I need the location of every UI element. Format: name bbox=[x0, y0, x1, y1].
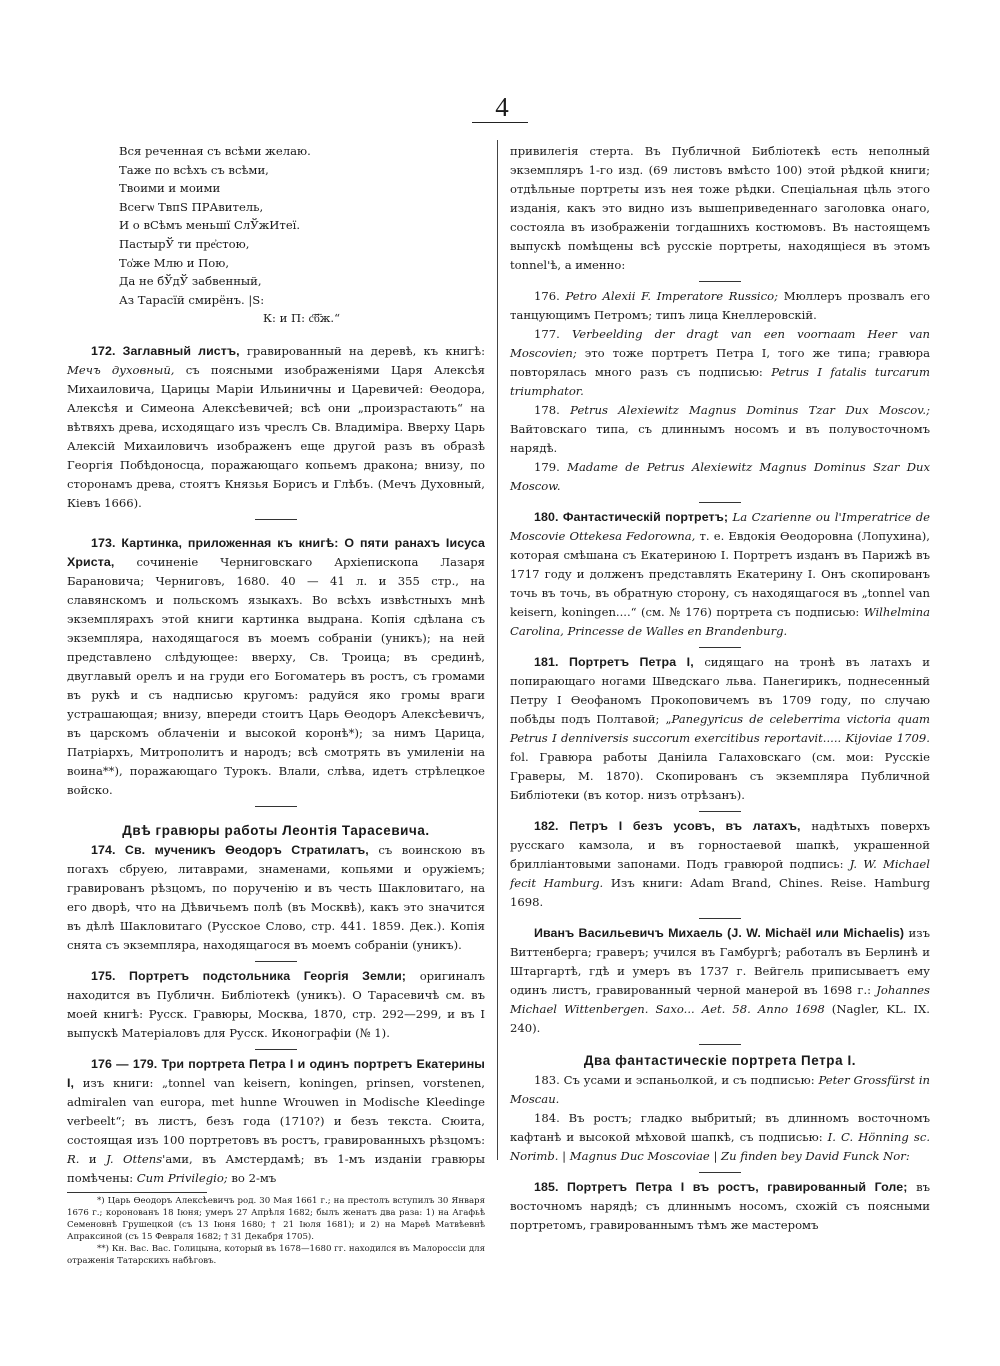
entry-title: 175. Портретъ подстольника Георгія Земли; bbox=[91, 968, 407, 983]
entry-172: 172. Заглавный листъ, гравированный на деревѣ, къ книгѣ: Мечъ духовный, съ поясными изображеніями Царя Алексѣя Михаиловича, Царицы Маріи Ильиничны и Царевичей: Ѳеодора, Алексѣя и Симеона Алексѣевичей; всѣ они „произрастають“ на вѣтвяхъ древа, исходящаго изъ чреслъ Св. Владиміра. Вверху Царь Алексій Михаиловичъ изображенъ еще другой разъ въ образѣ Георгія Побѣдоносца, поражающаго копьемъ дракона; внизу, по сторонамъ древа, стоятъ Князья Борисъ и Глѣбъ. (Мечъ Духовный, Кіевъ 1666). bbox=[67, 343, 486, 510]
section-rule bbox=[699, 281, 741, 282]
entry-184: 184. Въ ростъ; гладко выбритый; въ длинномъ восточномъ кафтанѣ и высокой мѣховой шапкѣ, съ подписью: I. C. Hönning sc. Norimb. | Magnus Duc Moscoviae | Zu finden bey David Funck Nor: bbox=[510, 1111, 931, 1163]
entry-177: 177. Verbeelding der dragt van een voornaam Heer van Moscovien; это тоже портретъ Петра I, того же типа; гравюра повторялась много разъ съ подписью: Petrus I fatalis turcarum triumphator. bbox=[510, 327, 930, 398]
section-heading: Два фантастическіе портрета Петра I. bbox=[583, 1053, 857, 1068]
left-column bbox=[67, 142, 485, 1267]
section-rule bbox=[699, 1172, 741, 1173]
entry-179: 179. Madame de Petrus Alexiewitz Magnus Dominus Szar Dux Moscow. bbox=[510, 460, 930, 493]
entry-title: 185. Портретъ Петра I въ ростъ, гравированный Голе; bbox=[534, 1180, 908, 1194]
section-rule bbox=[255, 961, 297, 962]
entry-175: 175. Портретъ подстольника Георгія Земли; оригиналъ находится въ Публичн. Библіотекѣ (уникъ). О Тарасевичѣ см. въ моей книгѣ: Русск. Гравюры, Москва, 1870, стр. 292—299, и въ I выпускѣ Матеріаловъ для Русск. Иконографіи (№ 1). bbox=[67, 968, 486, 1040]
section-rule bbox=[255, 806, 297, 807]
section-rule bbox=[255, 1049, 297, 1050]
entry-182: 182. Петръ I безъ усовъ, въ латахъ, надѣтыхъ поверхъ русскаго камзола, и въ горностаевой шапкѣ, украшенной брилліантовыми запонами. Подъ гравюрой подпись: J. W. Michael fecit Hamburg. Изъ книги: Adam Brand, Chines. Reise. Hamburg 1698. bbox=[510, 819, 930, 909]
footnote-rule bbox=[67, 1192, 207, 1193]
entry-178: 178. Petrus Alexiewitz Magnus Dominus Tzar Dux Moscov.; Вайтовскаго типа, съ длиннымъ носомъ и въ полувосточномъ нарядѣ. bbox=[510, 403, 930, 455]
footnote: **) Кн. Вас. Вас. Голицына, который въ 1678—1680 гг. находился въ Малороссіи для отраженія Татарскихъ набѣговъ. bbox=[67, 1243, 485, 1266]
poem-line: И о вСѣмъ меньшї СлЎжИтеї. bbox=[119, 218, 301, 233]
footnote: *) Царь Ѳеодоръ Алексѣевичъ род. 30 Мая 1661 г.; на престолъ вступилъ 30 Января 1676 г.; коронованъ 18 Іюня; умеръ 27 Апрѣля 1682; былъ женатъ два раза: 1) на Агафьѣ Семеновнѣ Грушецкой (съ 13 Іюня 1680; † 21 Іюля 1681); и 2) на Марѳѣ Матвѣевнѣ Апраксиной (съ 15 Февраля 1682; † 31 Декабря 1705). bbox=[67, 1195, 485, 1242]
poem-line: Твоими и моими bbox=[119, 181, 221, 196]
poem-line: Вся реченная съ всѣми желаю. bbox=[119, 144, 311, 158]
entry-title: 181. Портретъ Петра I, bbox=[534, 655, 694, 669]
section-rule bbox=[255, 519, 297, 520]
entry-173: 173. Картинка, приложенная къ книгѣ: О пяти ранахъ Іисуса Христа, сочиненіе Черниговскаго Архіепископа Лазаря Барановича; Черниговъ, 1680. 40 — 41 л. и 355 стр., на славянскомъ и польскомъ языкахъ. Во всѣхъ извѣстныхъ мнѣ экземплярахъ этой книги картинка выдрана. Копія сдѣлана съ экземпляра, находящагося въ моемъ собраніи (уникъ); на ней представлено слѣдующее: вверху, Св. Троица; въ срединѣ, двуглавый орелъ и на груди его Богоматерь въ ростъ, съ громами въ рукѣ и съ надписью кругомъ: радуйся яко громы враги устрашающая; внизу, впереди стоитъ Царь Ѳеодоръ Алексѣевичъ, въ царскомъ облаченіи и высокой коронѣ*); за нимъ Царица, Патріархъ, Митрополитъ и народъ; всѣ смотрять въ умиленіи на воина**), поражающаго Турокъ. Влали, слѣва, идетъ стрѣлецкое войско. bbox=[67, 535, 485, 797]
poem-line: Да не бЎдЎ забвенный, bbox=[119, 274, 262, 289]
entry-176-179: 176 — 179. Три портрета Петра I и одинъ портретъ Екатерины I, изъ книги: „tonnel van keisern, koningen, prinsen, vorstenen, admiralen van europa, met hunne Wrouwen in Modische Kleedinge verbeelt“; въ листъ, безъ года (1710?) и безъ текста. Сюита, состоящая изъ 100 портретовъ въ ростъ, гравированныхъ рѣзцомъ: R. и J. Ottens'ами, въ Амстердамѣ; въ 1-мъ изданіи гравюры помѣчены: Cum Privilegio; во 2-мъ bbox=[67, 1056, 485, 1185]
poem-line: Аз Тарасїй смирёнъ. |Ѕ: bbox=[119, 292, 265, 307]
right-column bbox=[510, 142, 930, 1235]
entry-180: 180. Фантастическій портретъ; La Czarienne ou l'Imperatrice de Moscovie Ottekesa Fedorowna, т. е. Евдокія Ѳеодоровна (Лопухина), которая смѣшана съ Екатериною I. Портретъ изданъ въ Парижѣ въ 1717 году и долженъ представлять Екатерину I. Онъ скопированъ точь въ точь, въ обратную сторону, съ находящагося въ „tonnel van keisern, koningen....“ (см. № 176) портрета съ подписью: Wilhelmina Carolina, Princesse de Walles en Brandenburg. bbox=[510, 510, 930, 638]
entry-title: 180. Фантастическій портретъ; bbox=[534, 510, 729, 524]
entry-title: Иванъ Васильевичъ Михаель (J. W. Michaël или Michaelis) bbox=[534, 926, 905, 940]
page-number-rule bbox=[472, 122, 528, 123]
entry-title: 172. Заглавный листъ, bbox=[91, 343, 240, 358]
column-divider bbox=[497, 140, 498, 1160]
artist-michael: Иванъ Васильевичъ Михаель (J. W. Michaël или Michaelis) изъ Виттенберга; граверъ; учился въ Гамбургѣ; работалъ въ Берлинѣ и Штаргартѣ, гдѣ и умеръ въ 1737 г. Вейгель приписываетъ ему одинъ листъ, гравированный черной манерой въ 1698 г.: Johannes Michael Wittenbergen. Saxo... Aet. 58. Anno 1698 (Nagler, KL. IX. 240). bbox=[510, 926, 930, 1035]
section-rule bbox=[699, 811, 741, 812]
poem-line: ПастырЎ ти пре҆стою, bbox=[119, 236, 250, 251]
section-rule bbox=[699, 647, 741, 648]
section-rule bbox=[699, 502, 741, 503]
section-heading: Двѣ гравюры работы Леонтія Тарасевича. bbox=[122, 822, 430, 838]
entry-title: 176 — 179. Три портрета Петра I и одинъ портретъ Екатерины I, bbox=[67, 1056, 485, 1090]
entry-title: 174. Св. мученикъ Ѳеодоръ Стратилатъ, bbox=[91, 842, 369, 857]
poem-line: Таже по всѣхъ съ всѣми, bbox=[119, 162, 269, 177]
poem-line: Всегѡ ТвпЅ ПРАвитель, bbox=[119, 199, 264, 214]
entry-title: 173. Картинка, приложенная къ книгѣ: О пяти ранахъ Іисуса Христа, bbox=[67, 535, 485, 569]
entry-title: 182. Петръ I безъ усовъ, въ латахъ, bbox=[534, 819, 801, 833]
entry-174: 174. Св. мученикъ Ѳеодоръ Стратилатъ, съ воинскою въ погахъ сбруею, литаврами, знаменами, копьями и оружіемъ; гравированъ рѣзцомъ, по порученію и въ честь Шакловитаго, на его дворѣ, что на Дѣвичьемъ полѣ (въ Москвѣ), какъ это значится въ дѣлѣ Шакловитаго (Русское Слово, стр. 441. 1859. Дек.). Копія снята съ экземпляра, находящагося въ моемъ собраніи (уникъ). bbox=[67, 842, 486, 952]
page-number: 4 bbox=[495, 92, 509, 122]
poem bbox=[119, 142, 485, 328]
entry-185: 185. Портретъ Петра I въ ростъ, гравированный Голе; въ восточномъ нарядѣ; съ длиннымъ носомъ, схожій съ поясными портретомъ, гравированнымъ тѣмъ же мастеромъ bbox=[510, 1180, 930, 1232]
continuation-paragraph: привилегія стерта. Въ Публичной Библіотекѣ есть неполный экземпляръ 1-го изд. (69 листовъ вмѣсто 100) этой рѣдкой книги; отдѣльные портреты изъ нея тоже рѣдки. Спеціальная цѣль этого изданія, какъ это видно изъ вышеприведеннаго заголовка онаго, состояла въ изображеніи тогдашнихъ костюмовъ. Въ настоящемъ выпускѣ помѣщены всѣ русскіе портреты, находящіеся въ этомъ tonnel'ѣ, а именно: bbox=[510, 144, 930, 272]
poem-signature: К: и П: с҃б҃ж.“ bbox=[263, 311, 341, 326]
entry-176: 176. Petro Alexii F. Imperatore Russico; Мюллеръ прозвалъ его танцующимъ Петромъ; типъ лица Кнеллеровскій. bbox=[510, 289, 930, 322]
entry-183: 183. Съ усами и эспаньолкой, и съ подписью: Peter Grossfürst in Moscau. bbox=[510, 1073, 931, 1106]
section-rule bbox=[699, 1044, 741, 1045]
section-rule bbox=[699, 918, 741, 919]
entry-181: 181. Портретъ Петра I, сидящаго на тронѣ въ латахъ и попирающаго ногами Шведскаго льва. Панегирикъ, поднесенный Петру I Ѳеофаномъ Прокоповичемъ въ 1709 году, по случаю побѣды подъ Полтавой; „Panegyricus de celeberrima victoria quam Petrus I denniversis succorum exercitibus reportavit..... Kijoviae 1709. fol. Гравюра работы Даніила Галаховскаго (см. мои: Русскіе Граверы, М. 1870). Скопированъ съ экземпляра Публичной Библіотеки (въ котор. низъ отрѣзанъ). bbox=[510, 655, 930, 802]
poem-line: То҆же Млю и Пою, bbox=[119, 255, 230, 270]
